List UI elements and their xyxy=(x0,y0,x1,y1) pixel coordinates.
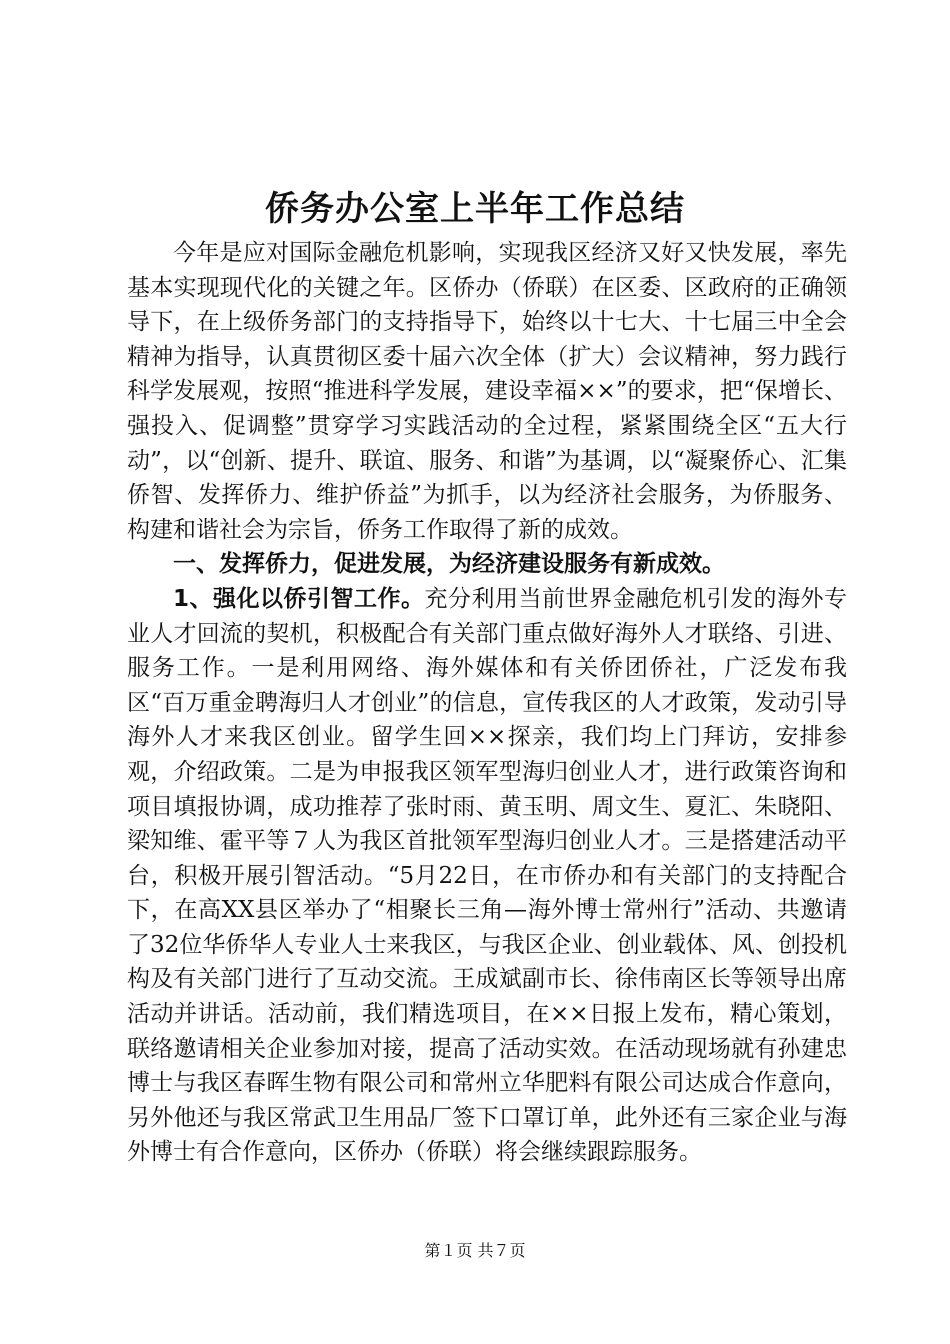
item-body: 充分利用当前世界金融危机引发的海外专业人才回流的契机，积极配合有关部门重点做好海外人才联络、引进、服务工作。一是利用网络、海外媒体和有关侨团侨社，广泛发布我区“百万重金聘海归人才创业”的信息，宣传我区的人才政策，发动引导海外人才来我区创业。留学生回××探亲，我们均上门拜访，安排参观，介绍政策。二是为申报我区领军型海归创业人才，进行政策咨询和项目填报协调，成功推荐了张时雨、黄玉明、周文生、夏汇、朱晓阳、梁知维、霍平等７人为我区首批领军型海归创业人才。三是搭建活动平台，积极开展引智活动。“5月22日，在市侨办和有关部门的支持配合下，在高XX县区举办了“相聚长三角—海外博士常州行”活动、共邀请了32位华侨华人专业人士来我区，与我区企业、创业载体、风、创投机构及有关部门进行了互动交流。王成斌副市长、徐伟南区长等领导出席活动并讲话。活动前，我们精选项目，在××日报上发布，精心策划，联络邀请相关企业参加对接，提高了活动实效。在活动现场就有孙建忠博士与我区春晖生物有限公司和常州立华肥料有限公司达成合作意向，另外他还与我区常武卫生用品厂签下口罩订单，此外还有三家企业与海外博士有合作意向，区侨办（侨联）将会继续跟踪服务。 xyxy=(127,585,847,1166)
intro-paragraph: 今年是应对国际金融危机影响，实现我区经济又好又快发展，率先基本实现现代化的关键之年。区侨办（侨联）在区委、区政府的正确领导下，在上级侨务部门的支持指导下，始终以十七大、十七届三中全会精神为指导，认真贯彻区委十届六次全体（扩大）会议精神，努力践行科学发展观，按照“推进科学发展，建设幸福××”的要求，把“保增长、强投入、促调整”贯穿学习实践活动的全过程，紧紧围绕全区“五大行动”，以“创新、提升、联谊、服务、和谐”为基调，以“凝聚侨心、汇集侨智、发挥侨力、维护侨益”为抓手，以为经济社会服务，为侨服务、构建和谐社会为宗旨，侨务工作取得了新的成效。 xyxy=(127,240,847,543)
section-heading: 一、发挥侨力，促进发展，为经济建设服务有新成效。 xyxy=(173,551,725,578)
document-title: 侨务办公室上半年工作总结 xyxy=(265,189,685,229)
item-heading: 1、强化以侨引智工作。 xyxy=(173,585,425,612)
document-body xyxy=(127,236,847,1170)
item-paragraph xyxy=(127,582,847,1170)
page-footer: 第１页 共７页 xyxy=(424,1241,526,1260)
